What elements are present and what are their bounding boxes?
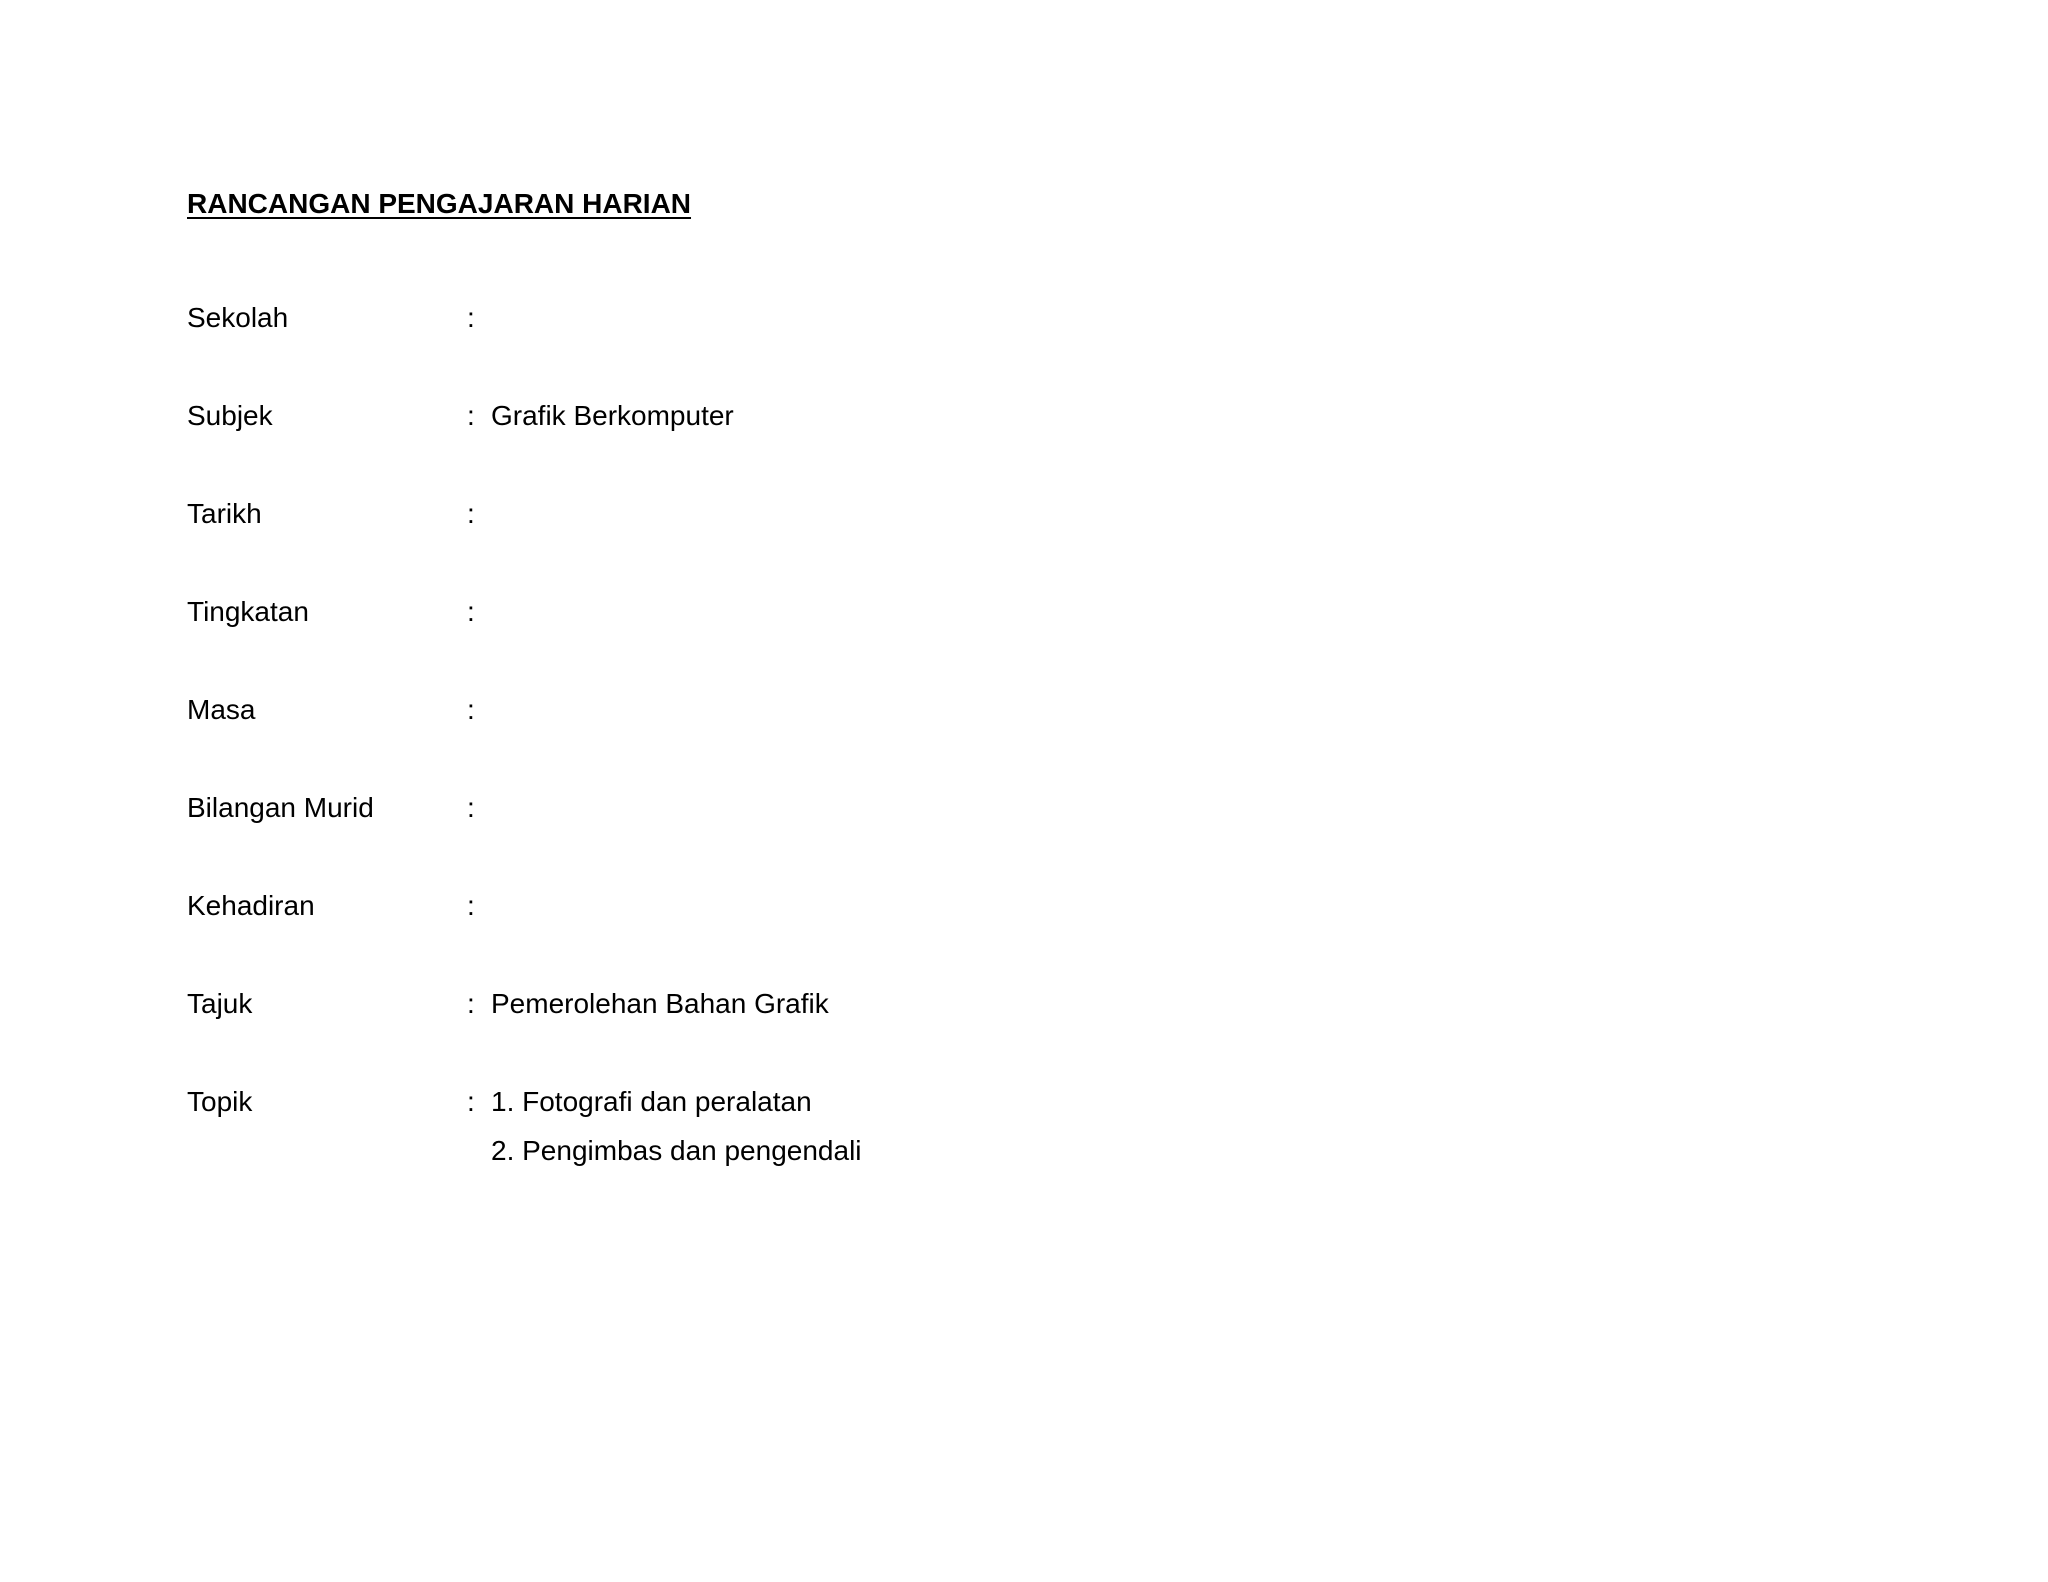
field-label: Kehadiran [187,890,315,921]
field-separator: : [467,302,475,333]
field-label: Tajuk [187,988,253,1019]
field-separator: : [467,400,475,431]
field-separator: : [467,1086,475,1117]
field-separator: : [467,694,475,725]
field-value: Pemerolehan Bahan Grafik [491,988,829,1019]
field-separator: : [467,596,475,627]
field-label: Sekolah [187,302,289,333]
field-separator: : [467,498,475,529]
field-separator: : [467,988,475,1019]
field-label: Bilangan Murid [187,792,374,823]
field-value: Grafik Berkomputer [491,400,734,431]
field-separator: : [467,792,475,823]
topic-item: 1. Fotografi dan peralatan [491,1086,812,1117]
document-title: RANCANGAN PENGAJARAN HARIAN [187,188,692,219]
field-label: Topik [187,1086,253,1117]
topic-item: 2. Pengimbas dan pengendali [491,1135,862,1166]
field-label: Tarikh [187,498,262,529]
field-label: Masa [187,694,256,725]
field-label: Tingkatan [187,596,309,627]
field-separator: : [467,890,475,921]
field-label: Subjek [187,400,273,431]
